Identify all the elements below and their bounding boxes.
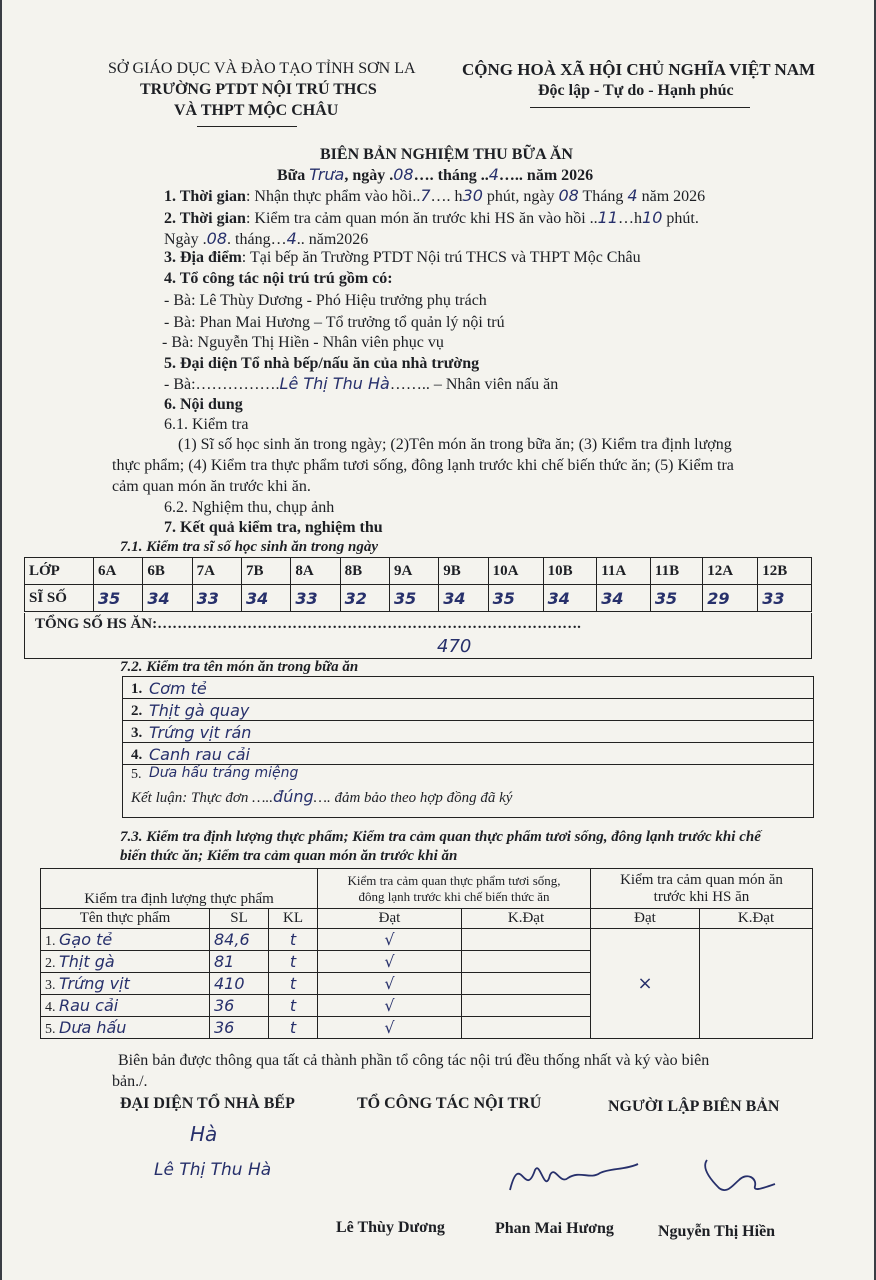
kitchen-name-handwritten: Lê Thị Thu Hà [154, 1160, 272, 1180]
count-cell: 33 [291, 585, 340, 612]
table-row: 2. Thịt gà 81 t √ [41, 951, 813, 973]
cook-line: - Bà:…………….Lê Thị Thu Hà…….. – Nhân viên nấu ăn [164, 374, 559, 393]
count-row-label: SĨ SỐ [25, 585, 94, 612]
class-cell: 9B [439, 558, 488, 585]
header-dept: SỞ GIÁO DỤC VÀ ĐÀO TẠO TỈNH SƠN LA [108, 60, 416, 77]
class-cell: 8A [291, 558, 340, 585]
class-cell: 12B [758, 558, 812, 585]
item-6-1-para-1: (1) Sĩ số học sinh ăn trong ngày; (2)Tên món ăn trong bữa ăn; (3) Kiểm tra định lượng [178, 436, 732, 453]
class-cell: 6A [94, 558, 143, 585]
total-label: TỔNG SỐ HS ĂN:…………………………………………………………………………. [35, 616, 581, 632]
count-cell: 35 [488, 585, 543, 612]
col-dish-fail: K.Đạt [700, 909, 813, 929]
statement-2: bản./. [112, 1073, 148, 1090]
class-cell: 12A [703, 558, 758, 585]
signature-nguyen-thi-hien [697, 1150, 787, 1200]
total-value: 470 [437, 636, 472, 657]
item-2: 2. Thời gian: Kiểm tra cảm quan món ăn trước khi HS ăn vào hồi ..11…h10 phút. [164, 208, 699, 227]
col-group-quantity: Kiểm tra định lượng thực phẩm [41, 869, 318, 909]
statement-1: Biên bản được thông qua tất cả thành phần tổ công tác nội trú đều thống nhất và ký vào biên [118, 1052, 710, 1069]
signature-phan-mai-huong [490, 1140, 640, 1210]
list-item: 1. Cơm tẻ [123, 677, 813, 699]
conclusion: Kết luận: Thực đơn …..đúng…. đảm bảo theo hợp đồng đã ký [131, 787, 513, 806]
count-cell: 34 [241, 585, 290, 612]
class-cell: 7B [241, 558, 290, 585]
count-cell: 34 [543, 585, 597, 612]
total-box [24, 613, 812, 659]
signer-name-2: Phan Mai Hương [495, 1220, 614, 1237]
member-1: - Bà: Lê Thùy Dương - Phó Hiệu trưởng phụ trách [164, 292, 487, 309]
page-title: BIÊN BẢN NGHIỆM THU BỮA ĂN [320, 146, 573, 163]
count-cell: 35 [650, 585, 702, 612]
meal-date-line: Bữa Trưa, ngày .08…. tháng ..4….. năm 2026 [277, 165, 594, 184]
col-sl: SL [210, 909, 269, 929]
class-cell: 11B [650, 558, 702, 585]
count-cell: 34 [597, 585, 651, 612]
col-dish-pass: Đạt [591, 909, 700, 929]
header-school-2: VÀ THPT MỘC CHÂU [174, 102, 339, 119]
food-heading-2: biến thức ăn; Kiểm tra cảm quan món ăn trước khi ăn [120, 848, 458, 864]
meal-handwritten: Trưa [309, 165, 345, 184]
item-6-1: 6.1. Kiểm tra [164, 416, 249, 433]
food-heading-1: 7.3. Kiểm tra định lượng thực phẩm; Kiểm tra cảm quan thực phẩm tươi sống, đông lạnh trước khi chế [120, 829, 761, 845]
class-cell: 9A [389, 558, 438, 585]
signer-name-3: Nguyễn Thị Hiền [658, 1223, 776, 1240]
header-motto: Độc lập - Tự do - Hạnh phúc [538, 82, 734, 99]
item-4: 4. Tổ công tác nội trú trú gồm có: [164, 270, 393, 287]
dish-pass-mark: × [591, 929, 700, 1039]
class-cell: 10B [543, 558, 597, 585]
header-divider-right [530, 107, 750, 108]
col-fresh-fail: K.Đạt [462, 909, 591, 929]
kitchen-signature: Hà [190, 1122, 218, 1146]
class-row-label: LỚP [25, 558, 94, 585]
item-6-1-para-3: cảm quan món ăn trước khi ăn. [112, 478, 311, 495]
class-cell: 8B [340, 558, 389, 585]
count-cell: 34 [439, 585, 488, 612]
class-cell: 11A [597, 558, 651, 585]
item-3: 3. Địa điểm: Tại bếp ăn Trường PTDT Nội trú THCS và THPT Mộc Châu [164, 249, 641, 266]
attendance-table [24, 557, 812, 612]
count-cell: 29 [703, 585, 758, 612]
col-name: Tên thực phẩm [41, 909, 210, 929]
dishes-heading: 7.2. Kiểm tra tên món ăn trong bữa ăn [120, 659, 359, 675]
list-item: 2. Thịt gà quay [123, 699, 813, 721]
list-item: 5. Dưa hấu tráng miệng Kết luận: Thực đơn …..đúng…. đảm bảo theo hợp đồng đã ký [131, 765, 513, 806]
header-school: TRƯỜNG PTDT NỘI TRÚ THCS [140, 81, 377, 98]
header-country: CỘNG HOÀ XÃ HỘI CHỦ NGHĨA VIỆT NAM [462, 60, 816, 79]
item-2-date: Ngày .08. tháng…4.. năm2026 [164, 229, 369, 248]
item-5: 5. Đại diện Tổ nhà bếp/nấu ăn của nhà trường [164, 355, 480, 372]
table-row: 4. Rau cải 36 t √ [41, 995, 813, 1017]
count-cell: 33 [758, 585, 812, 612]
item-1: 1. Thời gian: Nhận thực phẩm vào hồi..7…. h30 phút, ngày 08 Tháng 4 năm 2026 [164, 186, 706, 205]
list-item: 4. Canh rau cải [123, 743, 813, 765]
item-6: 6. Nội dung [164, 396, 243, 413]
table-row: 3. Trứng vịt 410 t √ [41, 973, 813, 995]
sig-title-author: NGƯỜI LẬP BIÊN BẢN [608, 1098, 780, 1115]
col-group-dish: Kiểm tra cảm quan món ăn trước khi HS ăn [591, 869, 813, 909]
count-cell: 35 [94, 585, 143, 612]
sig-title-kitchen: ĐẠI DIỆN TỔ NHÀ BẾP [120, 1095, 295, 1112]
col-group-fresh: Kiểm tra cảm quan thực phẩm tươi sống, đông lạnh trước khi chế biến thức ăn [318, 869, 591, 909]
dish-list [122, 676, 814, 818]
document-page [2, 0, 874, 1280]
item-6-2: 6.2. Nghiệm thu, chụp ảnh [164, 499, 335, 516]
member-2: - Bà: Phan Mai Hương – Tổ trưởng tổ quản lý nội trú [164, 314, 505, 331]
class-cell: 10A [488, 558, 543, 585]
attendance-heading: 7.1. Kiểm tra sĩ số học sinh ăn trong ngày [120, 539, 378, 555]
list-item: 3. Trứng vịt rán [123, 721, 813, 743]
count-cell: 34 [143, 585, 192, 612]
item-6-1-para-2: thực phẩm; (4) Kiểm tra thực phẩm tươi sống, đông lạnh trước khi chế biến thức ăn; (5) Kiểm tra [112, 457, 734, 474]
count-cell: 32 [340, 585, 389, 612]
cook-name: Lê Thị Thu Hà [279, 374, 390, 393]
table-row: 5. Dưa hấu 36 t √ [41, 1017, 813, 1039]
header-divider-left [197, 126, 297, 127]
class-cell: 7A [192, 558, 241, 585]
col-kl: KL [269, 909, 318, 929]
signer-name-1: Lê Thùy Dương [336, 1219, 445, 1236]
count-cell: 35 [389, 585, 438, 612]
class-cell: 6B [143, 558, 192, 585]
table-row: 1. Gạo tẻ 84,6 t √ × [41, 929, 813, 951]
sig-title-committee: TỔ CÔNG TÁC NỘI TRÚ [357, 1095, 542, 1112]
member-3: - Bà: Nguyễn Thị Hiền - Nhân viên phục vụ [162, 334, 444, 351]
col-fresh-pass: Đạt [318, 909, 462, 929]
food-table [40, 868, 813, 1039]
count-cell: 33 [192, 585, 241, 612]
item-7: 7. Kết quả kiểm tra, nghiệm thu [164, 519, 383, 536]
